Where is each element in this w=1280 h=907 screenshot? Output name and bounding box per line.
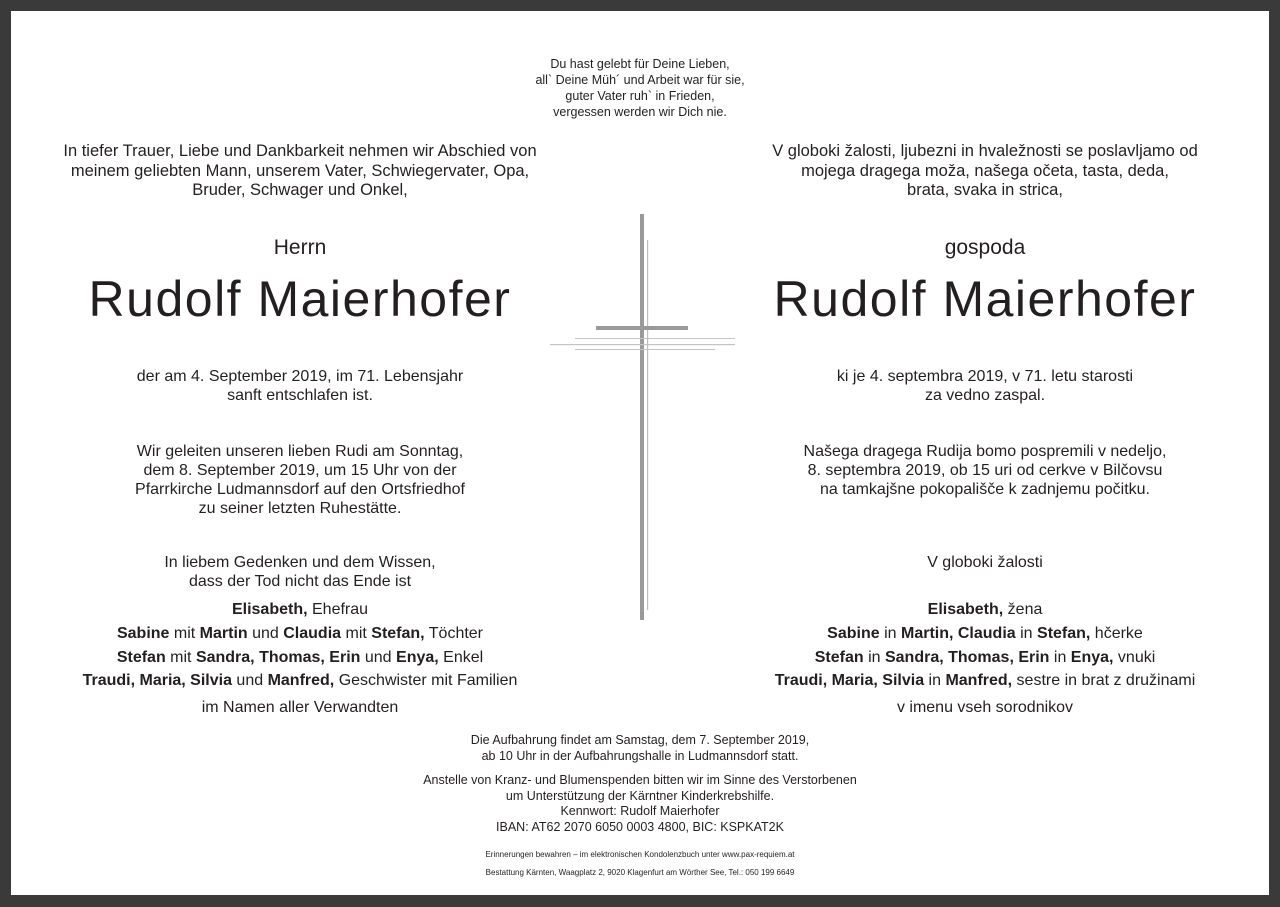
death-notice-slovene bbox=[730, 367, 1240, 405]
intro-line: meinem geliebten Mann, unserem Vater, Schwiegervater, Opa, bbox=[70, 161, 530, 180]
poem-line: all` Deine Müh´ und Arbeit war für sie, bbox=[535, 73, 745, 87]
funeral-line: zu seiner letzten Ruhestätte. bbox=[198, 500, 402, 517]
memory-line: dass der Tod nicht das Ende ist bbox=[188, 573, 412, 590]
memory-slovene bbox=[730, 553, 1240, 572]
funeral-line: Pfarrkirche Ludmannsdorf auf den Ortsfriedhof bbox=[135, 481, 465, 498]
intro-german bbox=[40, 142, 560, 201]
memory-line: V globoki žalosti bbox=[927, 554, 1043, 571]
intro-line: V globoki žalosti, ljubezni in hvaležnosti se poslavljamo od bbox=[772, 142, 1198, 160]
honorific-german: Herrn bbox=[273, 236, 327, 259]
funeral-line: Našega dragega Rudija bomo pospremili v nedeljo, bbox=[803, 443, 1167, 460]
funeral-slovene bbox=[730, 442, 1240, 499]
donation-line: IBAN: AT62 2070 6050 0003 4800, BIC: KSPKAT2K bbox=[496, 819, 784, 834]
family-line: Sabine in Martin, Claudia in Stefan, hčerke bbox=[827, 624, 1143, 642]
intro-line: mojega dragega moža, našega očeta, tasta, deda, bbox=[801, 161, 1169, 180]
family-line: Stefan mit Sandra, Thomas, Erin und Enya, Enkel bbox=[116, 648, 484, 666]
donation-line: Anstelle von Kranz- und Blumenspenden bitten wir im Sinne des Verstorbenen bbox=[423, 773, 857, 787]
intro-line: Bruder, Schwager und Onkel, bbox=[192, 181, 408, 199]
wake-line: ab 10 Uhr in der Aufbahrungshalle in Ludmannsdorf statt. bbox=[481, 748, 799, 763]
poem bbox=[440, 56, 840, 120]
family-slovene bbox=[730, 598, 1240, 693]
family-line: Elisabeth, Ehefrau bbox=[231, 601, 369, 618]
deceased-name-german: Rudolf Maierhofer bbox=[88, 271, 512, 327]
family-german bbox=[40, 598, 560, 693]
family-line: Elisabeth, žena bbox=[927, 601, 1043, 618]
funeral-home-address: Bestattung Kärnten, Waagplatz 2, 9020 Klagenfurt am Wörther See, Tel.: 050 199 6649 bbox=[485, 868, 795, 877]
death-line: za vedno zaspal. bbox=[924, 387, 1046, 404]
donation-line: um Unterstützung der Kärntner Kinderkrebshilfe. bbox=[505, 788, 775, 803]
honorific-slovene: gospoda bbox=[944, 236, 1026, 259]
family-line: Stefan in Sandra, Thomas, Erin in Enya, vnuki bbox=[814, 648, 1156, 666]
poem-line: Du hast gelebt für Deine Lieben, bbox=[550, 57, 730, 71]
memory-german bbox=[40, 553, 560, 591]
wake-line: Die Aufbahrung findet am Samstag, dem 7. September 2019, bbox=[470, 733, 810, 747]
memory-line: In liebem Gedenken und dem Wissen, bbox=[164, 554, 436, 571]
funeral-line: Wir geleiten unseren lieben Rudi am Sonntag, bbox=[136, 443, 464, 460]
relatives-slovene: v imenu vseh sorodnikov bbox=[896, 699, 1074, 716]
death-line: sanft entschlafen ist. bbox=[227, 387, 373, 404]
death-line: ki je 4. septembra 2019, v 71. letu starosti bbox=[836, 368, 1134, 385]
donation-line: Kennwort: Rudolf Maierhofer bbox=[560, 804, 720, 818]
deceased-name-slovene: Rudolf Maierhofer bbox=[773, 271, 1197, 327]
death-notice-german bbox=[40, 367, 560, 405]
funeral-german bbox=[40, 442, 560, 518]
death-line: der am 4. September 2019, im 71. Lebensjahr bbox=[136, 368, 464, 385]
condolence-book-note: Erinnerungen bewahren – im elektronischen Kondolenzbuch unter www.pax-requiem.at bbox=[485, 850, 795, 859]
funeral-line: dem 8. September 2019, um 15 Uhr von der bbox=[143, 462, 457, 479]
relatives-german: im Namen aller Verwandten bbox=[201, 699, 399, 716]
intro-line: In tiefer Trauer, Liebe und Dankbarkeit nehmen wir Abschied von bbox=[63, 142, 537, 160]
family-line: Traudi, Maria, Silvia und Manfred, Geschwister mit Familien bbox=[82, 672, 518, 690]
donation-info bbox=[340, 773, 940, 835]
family-line: Traudi, Maria, Silvia in Manfred, sestre in brat z družinami bbox=[774, 672, 1196, 690]
poem-line: guter Vater ruh` in Frieden, bbox=[565, 89, 715, 103]
cross-icon bbox=[545, 210, 745, 630]
intro-slovene bbox=[730, 142, 1240, 201]
family-line: Sabine mit Martin und Claudia mit Stefan, Töchter bbox=[116, 624, 484, 642]
wake-info bbox=[340, 733, 940, 764]
intro-line: brata, svaka in strica, bbox=[907, 181, 1063, 199]
funeral-line: na tamkajšne pokopališče k zadnjemu počitku. bbox=[820, 481, 1150, 498]
poem-line: vergessen werden wir Dich nie. bbox=[553, 105, 727, 119]
funeral-line: 8. septembra 2019, ob 15 uri od cerkve v Bilčovsu bbox=[807, 462, 1163, 479]
